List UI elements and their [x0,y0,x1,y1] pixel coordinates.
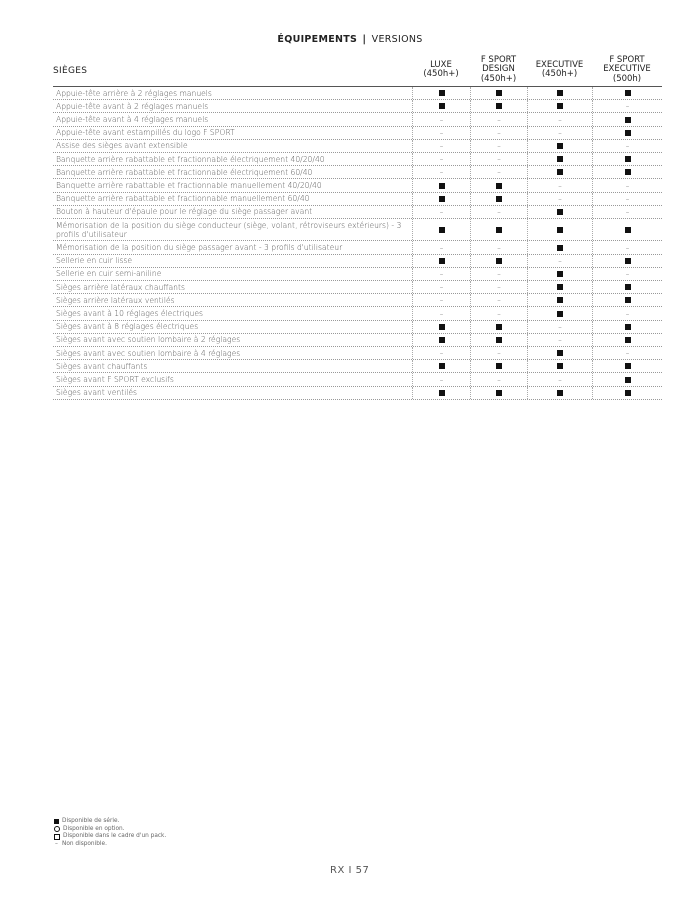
availability-cell [527,87,592,99]
table-row [53,294,662,307]
availability-cell [592,255,662,267]
legend-label: Disponible en option. [63,825,125,832]
standard-square-icon [625,90,631,96]
legend-label: Disponible dans le cadre d'un pack. [63,833,167,839]
availability-cell [592,268,662,280]
availability-cell [527,206,592,218]
table-row [53,100,662,113]
dash-icon: – [55,840,58,847]
not-available-dash: – [439,349,444,358]
legend [54,818,166,848]
not-available-dash: – [497,349,501,358]
not-available-dash: – [497,296,501,305]
availability-cell [592,334,662,346]
not-available-dash: – [558,335,562,344]
standard-square-icon [557,311,563,317]
availability-cell [470,281,527,293]
availability-cell [412,268,470,280]
row-label: Sellerie en cuir lisse [56,256,133,266]
standard-square-icon [625,337,631,343]
standard-square-icon [625,324,631,330]
row-label: Sièges avant avec soutien lombaire à 2 réglages [56,335,241,345]
availability-cell [470,153,527,165]
availability-cell [527,153,592,165]
not-available-dash: – [625,207,630,216]
not-available-dash: – [497,269,501,278]
table-row [53,87,662,100]
legend-option [54,826,166,834]
availability-cell [527,334,592,346]
availability-cell [470,206,527,218]
table-row [53,179,662,192]
row-label: Sièges arrière latéraux ventilés [56,295,175,305]
not-available-dash: – [625,243,630,252]
availability-cell [527,387,592,399]
standard-square-icon [557,245,563,251]
table-row [53,334,662,347]
standard-square-icon [557,169,563,175]
availability-cell [412,140,470,152]
table-header [53,54,662,87]
table-row [53,219,662,241]
availability-cell [527,268,592,280]
standard-square-icon [625,227,631,233]
standard-square-icon [557,209,563,215]
standard-square-icon [439,258,445,264]
row-label: Sièges avant chauffants [56,361,148,371]
availability-cell [412,206,470,218]
standard-square-icon [439,363,445,369]
not-available-dash: – [439,141,444,150]
availability-cell [470,166,527,178]
not-available-dash: – [497,115,501,124]
title-light: VERSIONS [371,34,423,45]
availability-cell [470,294,527,306]
availability-cell [592,347,662,359]
standard-square-icon [625,377,631,383]
outline-square-icon [54,834,60,840]
availability-cell [527,307,592,319]
not-available-dash: – [497,141,501,150]
row-label: Sièges avant à 10 réglages électriques [56,308,203,318]
availability-cell [412,334,470,346]
availability-cell [470,193,527,205]
legend-label: Disponible de série. [62,818,120,824]
availability-cell [412,179,470,191]
not-available-dash: – [625,141,630,150]
availability-cell [470,360,527,372]
table-row [53,241,662,254]
availability-cell [470,140,527,152]
availability-cell [527,241,592,253]
standard-square-icon [557,271,563,277]
availability-cell [527,321,592,333]
standard-square-icon [557,363,563,369]
availability-cell [527,360,592,372]
row-label: Bouton à hauteur d'épaule pour le réglage du siège passager avant [56,207,313,217]
availability-cell [470,87,527,99]
not-available-dash: – [625,269,630,278]
availability-cell [412,255,470,267]
standard-square-icon [439,90,445,96]
table-row [53,255,662,268]
not-available-dash: – [497,207,501,216]
not-available-dash: – [497,168,501,177]
availability-cell [412,193,470,205]
availability-cell [470,321,527,333]
row-label: Sièges avant ventilés [56,388,138,398]
row-label: Assise des sièges avant extensible [56,141,188,151]
not-available-dash: – [439,207,444,216]
row-label: Mémorisation de la position du siège conducteur (siège, volant, rétroviseurs extérieurs) - 3 profils d'utilisateur [56,220,402,239]
standard-square-icon [439,324,445,330]
availability-cell [592,113,662,125]
availability-cell [592,219,662,240]
availability-cell [470,307,527,319]
availability-cell [527,179,592,191]
title-bold: ÉQUIPEMENTS [277,34,358,45]
table-row [53,347,662,360]
standard-square-icon [625,169,631,175]
row-label: Sièges avant avec soutien lombaire à 4 réglages [56,348,241,358]
not-available-dash: – [558,375,562,384]
standard-square-icon [557,297,563,303]
standard-square-icon [496,227,502,233]
standard-square-icon [439,196,445,202]
availability-cell [592,387,662,399]
availability-cell [412,87,470,99]
standard-square-icon [496,324,502,330]
availability-cell [527,219,592,240]
standard-square-icon [439,227,445,233]
standard-square-icon [496,90,502,96]
availability-cell [412,127,470,139]
not-available-dash: – [497,155,501,164]
not-available-dash: – [625,349,630,358]
not-available-dash: – [439,155,444,164]
not-available-dash: – [439,243,444,252]
availability-cell [470,241,527,253]
table-row [53,373,662,386]
row-label: Appuie-tête arrière à 2 réglages manuels [56,88,212,98]
availability-cell [470,334,527,346]
table-row [53,153,662,166]
not-available-dash: – [625,194,630,203]
availability-cell [592,241,662,253]
standard-square-icon [439,103,445,109]
standard-square-icon [496,258,502,264]
availability-cell [412,387,470,399]
not-available-dash: – [439,296,444,305]
availability-cell [412,166,470,178]
standard-square-icon [496,337,502,343]
standard-square-icon [625,284,631,290]
row-label: Sièges avant à 8 réglages électriques [56,322,199,332]
standard-square-icon [496,103,502,109]
legend-na [54,841,166,849]
standard-square-icon [557,227,563,233]
standard-square-icon [625,156,631,162]
standard-square-icon [557,350,563,356]
availability-cell [592,321,662,333]
standard-square-icon [625,117,631,123]
table-row [53,166,662,179]
availability-cell [592,179,662,191]
row-label: Appuie-tête avant à 4 réglages manuels [56,114,209,124]
availability-cell [470,219,527,240]
table-row [53,193,662,206]
availability-cell [470,387,527,399]
availability-cell [592,153,662,165]
availability-cell [412,294,470,306]
availability-cell [592,206,662,218]
availability-cell [412,153,470,165]
table-row [53,360,662,373]
standard-square-icon [439,183,445,189]
availability-cell [470,255,527,267]
not-available-dash: – [625,309,630,318]
legend-label: Non disponible. [62,840,107,847]
table-row [53,307,662,320]
availability-cell [592,87,662,99]
availability-cell [412,100,470,112]
standard-square-icon [439,337,445,343]
availability-cell [412,219,470,240]
not-available-dash: – [558,115,562,124]
availability-cell [527,281,592,293]
not-available-dash: – [439,309,444,318]
availability-cell [592,294,662,306]
availability-cell [592,100,662,112]
row-label: Appuie-tête avant estampillés du logo F SPORT [56,128,235,138]
standard-square-icon [625,363,631,369]
availability-cell [470,179,527,191]
availability-cell [470,347,527,359]
standard-square-icon [439,390,445,396]
filled-square-icon [54,819,59,824]
availability-cell [527,193,592,205]
column-header-fsport-design: F SPORT DESIGN (450h+) [480,54,517,84]
availability-cell [470,113,527,125]
availability-cell [412,281,470,293]
availability-cell [527,140,592,152]
availability-cell [412,113,470,125]
not-available-dash: – [558,322,562,331]
availability-cell [412,373,470,385]
table-row [53,321,662,334]
circle-icon [54,826,60,832]
availability-cell [527,127,592,139]
availability-cell [592,360,662,372]
not-available-dash: – [439,283,444,292]
column-header-executive: EXECUTIVE (450h+) [535,59,584,79]
not-available-dash: – [497,243,501,252]
row-label: Banquette arrière rabattable et fractionnable manuellement 60/40 [56,194,310,204]
row-label: Banquette arrière rabattable et fractionnable électriquement 40/20/40 [56,154,325,164]
standard-square-icon [496,196,502,202]
availability-cell [527,347,592,359]
availability-cell [592,127,662,139]
availability-cell [527,113,592,125]
row-label: Sellerie en cuir semi-aniline [56,269,162,279]
not-available-dash: – [439,269,444,278]
not-available-dash: – [439,115,444,124]
not-available-dash: – [558,194,562,203]
standard-square-icon [625,297,631,303]
not-available-dash: – [439,375,444,384]
availability-cell [412,360,470,372]
availability-cell [412,241,470,253]
column-header-fsport-executive: F SPORT EXECUTIVE (500h) [603,54,651,84]
standard-square-icon [557,390,563,396]
row-label: Sièges arrière latéraux chauffants [56,282,185,292]
not-available-dash: – [558,256,562,265]
title-separator: | [362,34,367,45]
row-label: Appuie-tête avant à 2 réglages manuels [56,101,209,111]
availability-cell [592,166,662,178]
standard-square-icon [557,143,563,149]
not-available-dash: – [558,128,562,137]
row-label: Banquette arrière rabattable et fractionnable électriquement 60/40 [56,167,313,177]
not-available-dash: – [497,309,501,318]
standard-square-icon [557,284,563,290]
standard-square-icon [625,258,631,264]
table-row [53,281,662,294]
table-row [53,127,662,140]
availability-cell [412,321,470,333]
standard-square-icon [496,183,502,189]
not-available-dash: – [558,181,562,190]
availability-cell [592,140,662,152]
standard-square-icon [496,363,502,369]
availability-cell [527,294,592,306]
table-row [53,140,662,153]
table-row [53,268,662,281]
column-header-luxe: LUXE (450h+) [423,59,459,79]
page-number: RX I 57 [330,865,370,876]
standard-square-icon [557,90,563,96]
availability-cell [470,373,527,385]
standard-square-icon [496,390,502,396]
table-body [53,87,662,400]
standard-square-icon [557,156,563,162]
not-available-dash: – [439,168,444,177]
availability-cell [527,100,592,112]
row-label: Sièges avant F SPORT exclusifs [56,374,174,384]
availability-cell [527,255,592,267]
availability-cell [592,281,662,293]
not-available-dash: – [497,283,501,292]
not-available-dash: – [497,375,501,384]
availability-cell [592,193,662,205]
page-title [0,34,700,45]
availability-cell [470,127,527,139]
not-available-dash: – [497,128,501,137]
availability-cell [527,373,592,385]
legend-standard [54,818,166,826]
standard-square-icon [625,390,631,396]
availability-cell [412,307,470,319]
section-heading: SIÈGES [53,66,88,76]
not-available-dash: – [439,128,444,137]
not-available-dash: – [625,181,630,190]
table-row [53,206,662,219]
availability-cell [592,373,662,385]
availability-cell [412,347,470,359]
not-available-dash: – [625,102,630,111]
availability-cell [470,100,527,112]
availability-cell [592,307,662,319]
row-label: Banquette arrière rabattable et fractionnable manuellement 40/20/40 [56,180,322,190]
table-row [53,113,662,126]
standard-square-icon [557,103,563,109]
availability-cell [470,268,527,280]
availability-cell [527,166,592,178]
legend-pack [54,833,166,841]
equipment-table [53,54,662,400]
row-label: Mémorisation de la position du siège passager avant - 3 profils d'utilisateur [56,242,343,252]
standard-square-icon [625,130,631,136]
table-row [53,387,662,400]
